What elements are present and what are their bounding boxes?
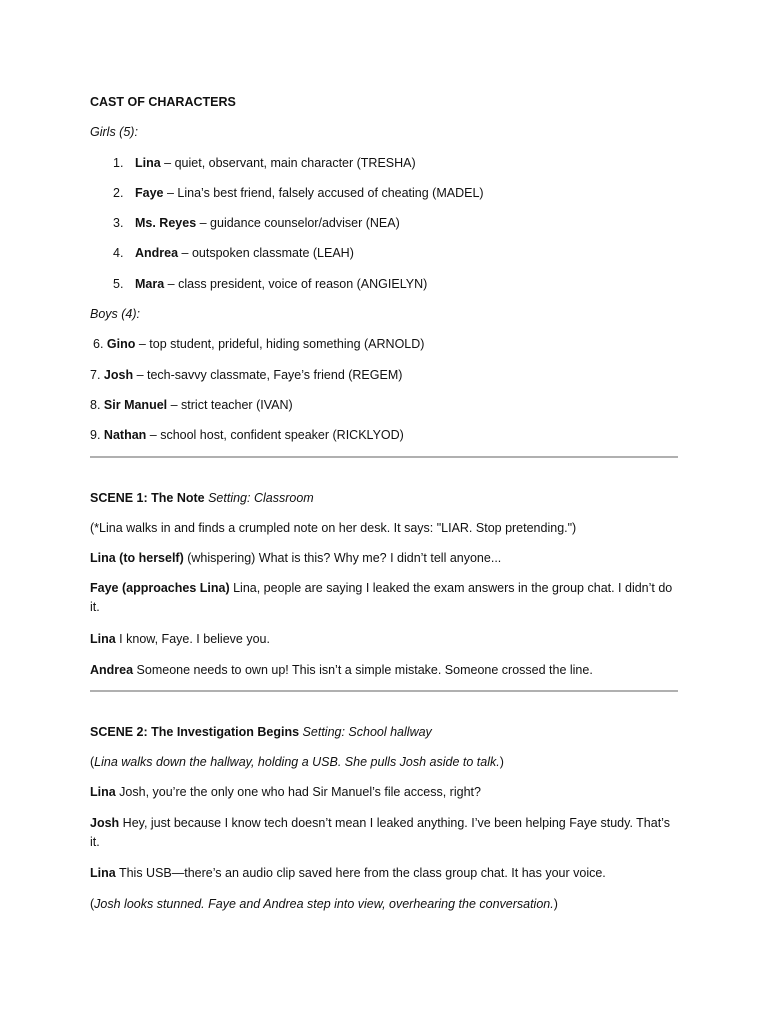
character-name: Nathan xyxy=(103,428,147,442)
list-item xyxy=(90,367,680,383)
list-item xyxy=(90,427,680,443)
dialogue-text: This USB—there’s an audio clip saved here from the class group chat. It has your voice. xyxy=(115,866,606,880)
character-desc: – top student, prideful, hiding something (ARNOLD) xyxy=(135,337,425,351)
list-number: 3. xyxy=(113,216,124,230)
stage-direction xyxy=(90,754,680,770)
dialogue-text: (whispering) What is this? Why me? I didn’t tell anyone... xyxy=(183,551,502,565)
list-number: 1. xyxy=(113,156,124,170)
girls-label: Girls (5): xyxy=(90,125,138,139)
speaker: Lina xyxy=(90,632,116,646)
dialogue-text: Someone needs to own up! This isn’t a simple mistake. Someone crossed the line. xyxy=(133,663,593,677)
character-desc: – quiet, observant, main character (TRESHA) xyxy=(160,156,416,170)
dialogue-text: I know, Faye. I believe you. xyxy=(115,632,270,646)
list-item xyxy=(135,155,416,171)
speaker: Lina xyxy=(90,866,116,880)
character-name: Ms. Reyes xyxy=(135,216,197,230)
scene1-heading xyxy=(90,490,680,506)
dialogue-line xyxy=(90,865,680,881)
speaker: Josh xyxy=(90,816,120,830)
speaker: Lina (to herself) xyxy=(90,551,184,565)
paren-close: ) xyxy=(499,755,504,769)
character-name: Gino xyxy=(106,337,136,351)
character-name: Andrea xyxy=(135,246,179,260)
speaker: Andrea xyxy=(90,663,134,677)
paren-open: ( xyxy=(90,897,95,911)
speaker: Lina xyxy=(90,785,116,799)
dialogue-line xyxy=(90,550,680,566)
dialogue-text: Hey, just because I know tech doesn’t mean I leaked anything. I’ve been helping Faye study. That’s it. xyxy=(90,816,670,849)
character-desc: – guidance counselor/adviser (NEA) xyxy=(196,216,400,230)
list-item xyxy=(135,245,354,261)
character-name: Sir Manuel xyxy=(103,398,168,412)
direction-text: Lina walks down the hallway, holding a USB. She pulls Josh aside to talk. xyxy=(94,755,500,769)
speaker: Faye (approaches Lina) xyxy=(90,581,230,595)
list-number: 9. xyxy=(90,428,101,442)
list-number: 6. xyxy=(93,337,104,351)
list-item xyxy=(93,336,683,352)
scene2-heading xyxy=(90,724,680,740)
dialogue-line xyxy=(90,579,680,617)
character-desc: – class president, voice of reason (ANGIELYN) xyxy=(164,277,428,291)
character-desc: – outspoken classmate (LEAH) xyxy=(178,246,354,260)
character-name: Lina xyxy=(135,156,161,170)
section-divider xyxy=(90,456,678,458)
list-item xyxy=(135,215,400,231)
list-number: 5. xyxy=(113,277,124,291)
stage-direction xyxy=(90,896,680,912)
direction-text: Josh looks stunned. Faye and Andrea step into view, overhearing the conversation. xyxy=(94,897,554,911)
stage-direction: (*Lina walks in and finds a crumpled note on her desk. It says: "LIAR. Stop pretending.") xyxy=(90,521,577,535)
dialogue-line xyxy=(90,662,680,678)
list-number: 7. xyxy=(90,368,101,382)
character-desc: – tech-savvy classmate, Faye’s friend (REGEM) xyxy=(133,368,403,382)
character-desc: – strict teacher (IVAN) xyxy=(167,398,293,412)
scene-title: SCENE 1: The Note xyxy=(90,491,205,505)
dialogue-line xyxy=(90,814,680,852)
section-divider xyxy=(90,690,678,692)
list-item xyxy=(135,185,484,201)
paren-close: ) xyxy=(553,897,558,911)
list-number: 8. xyxy=(90,398,101,412)
list-number: 4. xyxy=(113,246,124,260)
character-desc: – school host, confident speaker (RICKLYOD) xyxy=(146,428,404,442)
scene-setting: Setting: Classroom xyxy=(204,491,314,505)
list-item xyxy=(135,276,427,292)
character-name: Faye xyxy=(135,186,164,200)
list-number: 2. xyxy=(113,186,124,200)
boys-label: Boys (4): xyxy=(90,307,141,321)
dialogue-line xyxy=(90,784,680,800)
list-item xyxy=(90,397,680,413)
dialogue-text: Josh, you’re the only one who had Sir Manuel’s file access, right? xyxy=(115,785,481,799)
paren-open: ( xyxy=(90,755,95,769)
cast-heading: CAST OF CHARACTERS xyxy=(90,95,236,109)
scene-setting: Setting: School hallway xyxy=(299,725,432,739)
dialogue-line xyxy=(90,631,680,647)
scene-title: SCENE 2: The Investigation Begins xyxy=(90,725,300,739)
character-desc: – Lina’s best friend, falsely accused of cheating (MADEL) xyxy=(163,186,484,200)
character-name: Mara xyxy=(135,277,165,291)
dialogue-text: Lina, people are saying I leaked the exam answers in the group chat. I didn’t do it. xyxy=(90,581,673,614)
character-name: Josh xyxy=(103,368,134,382)
